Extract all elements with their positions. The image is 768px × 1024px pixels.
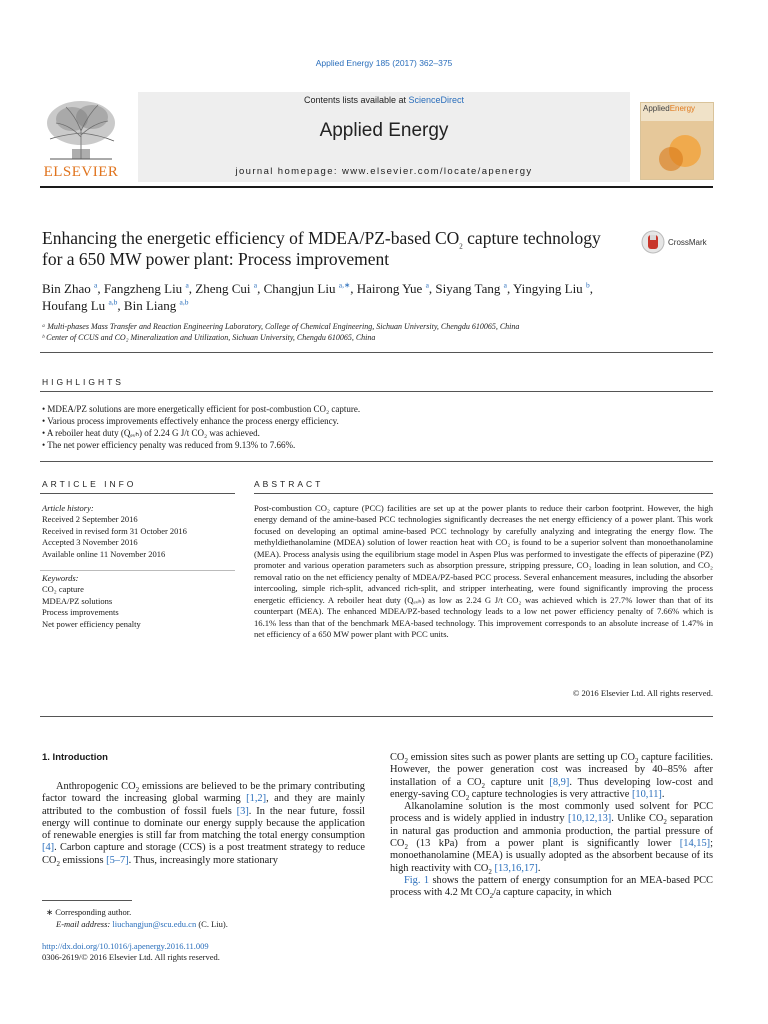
email-link[interactable]: liuchangjun@scu.edu.cn <box>112 919 197 929</box>
citation-link[interactable]: [10,11] <box>631 788 662 800</box>
citation-link[interactable]: [14,15] <box>679 838 711 850</box>
copyright: © 2016 Elsevier Ltd. All rights reserved. <box>572 688 713 698</box>
history-entry: Received in revised form 31 October 2016 <box>42 525 187 536</box>
divider <box>40 461 713 462</box>
footnote-rule <box>42 900 132 901</box>
introduction-heading: 1. Introduction <box>42 752 108 763</box>
divider <box>40 493 235 494</box>
author: Changjun Liu $^{a,∗}$, <box>263 280 357 296</box>
paragraph: $CO_2$ emission sites such as power plants are setting up $CO_2$ capture facilities. However, the power generation cost was increased by 40–85% after installation of a $CO_2$ capture unit [8,9]. Thus developing low-cost and energy-saving $CO_2$ capture technologies is very attractive [10,11]. <box>390 752 714 802</box>
header-rule <box>40 186 713 188</box>
highlight-item: • A reboiler heat duty (Qₑᵥₕ) of 2.24 G J/t CO₂ was achieved. <box>42 427 702 439</box>
body-column-right <box>390 752 713 900</box>
divider <box>40 352 713 353</box>
author: Zheng Cui $^a$, <box>195 280 264 296</box>
citation-link[interactable]: [3] <box>236 805 249 817</box>
cover-title-applied: Applied <box>643 104 670 113</box>
keyword: CO₂ capture <box>42 584 84 595</box>
paragraph: Fig. 1 shows the pattern of energy consumption for an MEA-based PCC process with 4.2 Mt $CO_2/a$ capture capacity, in which <box>390 874 713 901</box>
author: Siyang Tang $^a$, <box>435 280 513 296</box>
author: Houfang Lu $^{a,b}$, <box>42 297 124 313</box>
doi-link[interactable]: http://dx.doi.org/10.1016/j.apenergy.2016.11.009 <box>42 941 209 951</box>
author: Hairong Yue $^a$, <box>356 280 436 296</box>
author: Yingying Liu $^b$, <box>512 280 593 296</box>
figure-link[interactable]: Fig. 1 <box>404 874 430 886</box>
contents-prefix: Contents lists available at <box>303 95 409 105</box>
paragraph: Anthropogenic $CO_2$ emissions are believed to be the primary contributing factor toward the increasing global warming [1,2], and they are mainly attributed to the combustion of fossil fuels [3]. In the near future, fossil energy will continue to dominate our energy supply because the application of renewable energies is still far from matching the total energy consumption [4]. Carbon capture and storage (CCS) is a post treatment strategy to reduce $CO_2$ emissions [5–7]. Thus, increasingly more stationary <box>42 781 365 868</box>
highlight-item: • MDEA/PZ solutions are more energetically efficient for post-combustion CO₂ capture. <box>42 403 702 415</box>
citation-link[interactable]: [1,2] <box>246 793 267 805</box>
highlights-list <box>42 403 702 451</box>
article-history <box>42 503 237 560</box>
author: Fangzheng Liu $^a$, <box>103 280 196 296</box>
cover-title-energy: Energy <box>669 104 696 113</box>
article-title: Enhancing the energetic efficiency of MDEA/PZ-based $CO_2$ capture technology for a 650 MW power plant: Process improvement <box>42 228 601 269</box>
doi-block <box>42 941 220 964</box>
author-list <box>42 280 712 314</box>
author: Bin Zhao $^a$, <box>42 280 104 296</box>
divider <box>40 716 713 717</box>
paragraph: Alkanolamine solution is the most commonly used solvent for PCC process and is widely applied in industry [10,12,13]. Unlike $CO_2$ separation in natural gas production and ammonia production, the partial pressure of $CO_2$ (13 kPa) from a power plant is significantly lower [14,15]; monoethanolamine (MEA) is usually adopted as the absorbent because of its high reactivity with $CO_2$ [13,16,17]. <box>390 801 713 876</box>
body-column-left <box>42 781 365 867</box>
sciencedirect-link[interactable]: ScienceDirect <box>408 95 465 105</box>
journal-homepage[interactable]: journal homepage: www.elsevier.com/locate/apenergy <box>235 166 533 177</box>
highlight-item: • The net power efficiency penalty was reduced from 9.13% to 7.66%. <box>42 439 702 451</box>
elsevier-wordmark: ELSEVIER <box>43 164 119 180</box>
highlight-item: • Various process improvements effectively enhance the process energy efficiency. <box>42 415 702 427</box>
history-label: Article history: <box>42 503 94 513</box>
abstract-heading: ABSTRACT <box>254 479 324 489</box>
history-entry: Received 2 September 2016 <box>42 514 138 525</box>
keyword: MDEA/PZ solutions <box>42 595 113 606</box>
journal-title: Applied Energy <box>319 120 449 141</box>
cover-title <box>643 104 695 113</box>
journal-cover-thumbnail[interactable] <box>640 102 714 180</box>
issn-line: 0306-2619/© 2016 Elsevier Ltd. All rights reserved. <box>42 952 220 963</box>
email-label: E-mail address: <box>56 919 113 929</box>
article-info-heading: ARTICLE INFO <box>42 479 137 489</box>
journal-reference-link[interactable]: Applied Energy 185 (2017) 362–375 <box>315 58 453 68</box>
email-suffix: (C. Liu). <box>196 919 228 929</box>
email-line <box>42 918 362 930</box>
history-entry: Available online 11 November 2016 <box>42 548 166 559</box>
citation-link[interactable]: [5–7] <box>106 854 129 866</box>
divider <box>40 391 713 392</box>
abstract-text: Post-combustion CO₂ capture (PCC) facilities are set up at the power plants to reduce their carbon footprint. However, the high energy demand of the amine-based PCC technologies significantly decreases the net energy efficiency of a power plant. This work focused on developing an optimal amine-based PCC technology by carefully analyzing and integrating the energy flow. The methyldiethanolamine (MDEA) solution of lower reaction heat with CO₂ is found to be a superior solvent than monoethanolamine (MEA). Process analysis using the equilibrium stage model in Aspen Plus was performed to investigate the effects of piperazine (PZ) promoter and various operation parameters such as absorption pressure, stripping pressure, CO₂ loading in lean solution, and CO₂ removal ratio on the net efficiency penalty of MDEA/PZ-based PCC process. Several enhancement measures, including the absorber intercooling, simple rich-split, advanced rich-split, and stripper interheating, were found significantly improving the process energetic efficiency. A reboiler heat duty (Qₑᵥₕ) as low as 2.24 G J/t CO₂ was achieved which is 27.7% lower than that of its counterpart (MEA). The enhanced MDEA/PZ-based technology leads to a low net power efficiency penalty of 7.66% which is 16.1% less than that of the benchmark MEA-based technology. This improvement corresponds to an absolute increase of 1.47% in net efficiency of a 650 MW power plant with PCC units. <box>254 503 713 639</box>
citation-link[interactable]: [10,12,13] <box>567 813 612 825</box>
footnote <box>42 906 362 930</box>
author: Bin Liang $^{a,b}$ <box>123 297 189 313</box>
contents-line <box>138 95 630 105</box>
history-entry: Accepted 3 November 2016 <box>42 537 138 548</box>
divider <box>254 493 713 494</box>
keywords-label: Keywords: <box>42 573 79 583</box>
citation-link[interactable]: [4] <box>42 842 55 854</box>
cover-art-icon <box>641 103 713 179</box>
citation-link[interactable]: [8,9] <box>549 776 570 788</box>
affiliation-b: ᵇ Center of CCUS and CO₂ Mineralization and Utilization, Sichuan University, Chengdu 610065, China <box>42 333 376 342</box>
crossmark-label[interactable]: CrossMark <box>668 238 707 247</box>
keyword: Process improvements <box>42 607 119 618</box>
divider <box>40 570 235 571</box>
affiliation-a: ᵃ Multi-phases Mass Transfer and Reaction Engineering Laboratory, College of Chemical Engineering, Sichuan University, Chengdu 610065, China <box>42 322 520 331</box>
highlights-heading: HIGHLIGHTS <box>42 377 124 387</box>
keyword: Net power efficiency penalty <box>42 618 141 629</box>
corresponding-author-note: ∗ Corresponding author. <box>46 907 132 917</box>
keywords <box>42 573 237 630</box>
citation-link[interactable]: [13,16,17] <box>494 862 538 874</box>
